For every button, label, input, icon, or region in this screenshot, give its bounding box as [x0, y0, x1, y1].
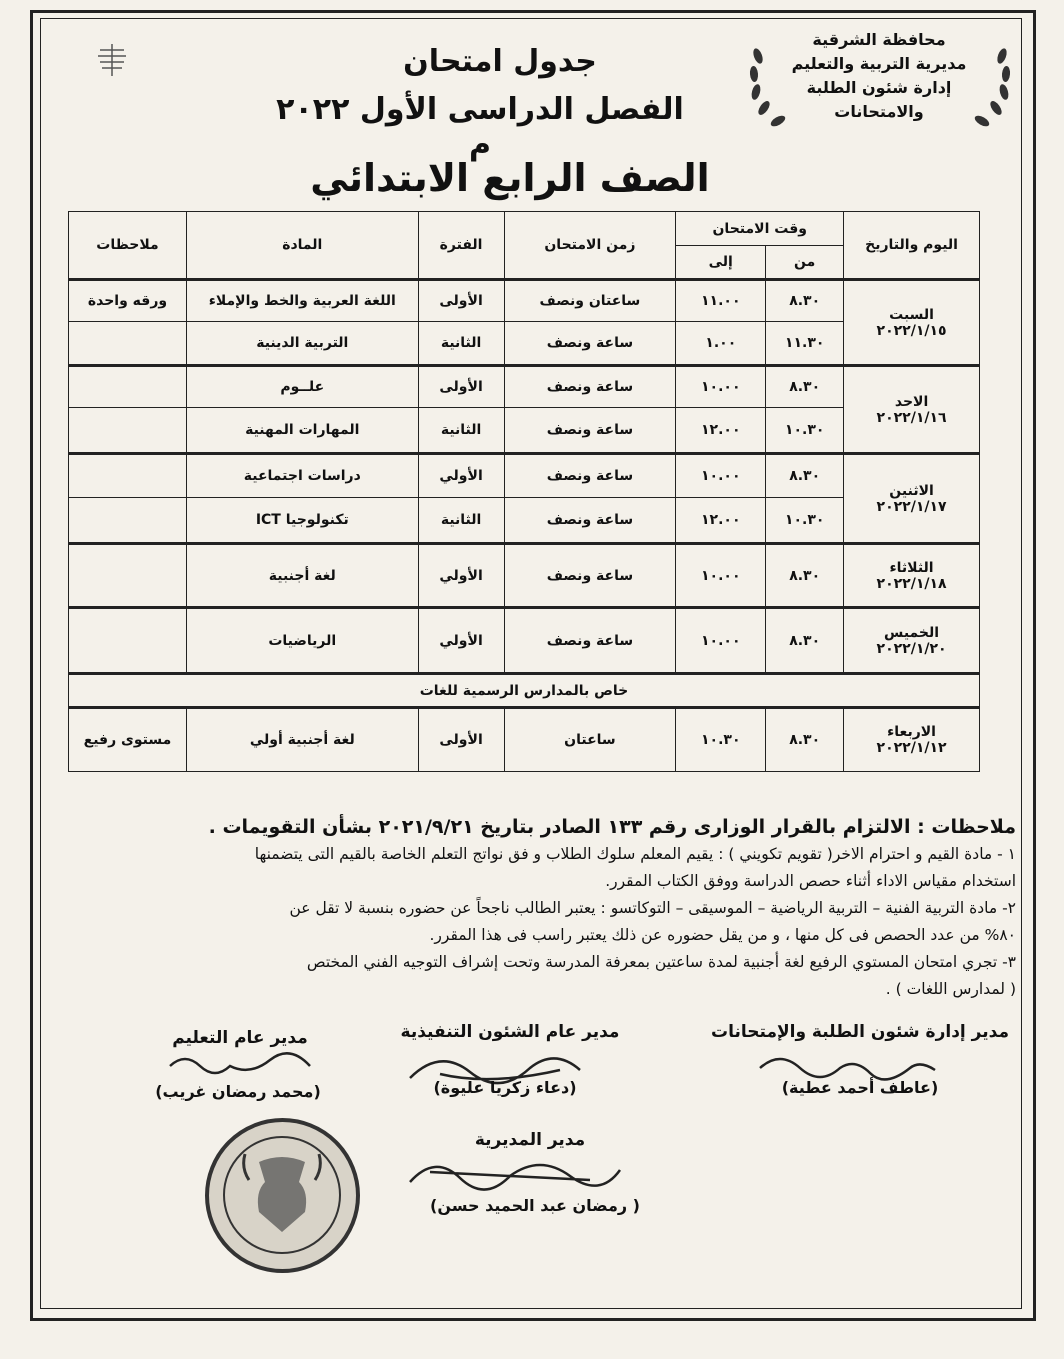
time-to: ١.٠٠	[676, 322, 766, 366]
org-directorate: مديرية التربية والتعليم	[791, 54, 967, 73]
time-from: ٨.٣٠	[766, 280, 844, 322]
note-2-line-2: ٨٠% من عدد الحصص فى كل منها ، و من يقل حضوره عن ذلك يعتبر راسب فى هذا المقرر.	[429, 926, 1016, 944]
time-to: ١٠.٣٠	[676, 708, 766, 772]
table-row	[69, 674, 980, 708]
signature-name-2: (دعاء زكريا عليوة)	[433, 1078, 577, 1097]
header-day: اليوم والتاريخ	[844, 212, 980, 280]
note-3-line-1: ٣- تجري امتحان المستوي الرفيع لغة أجنبية لمدة ساعتين بمعرفة المدرسة وتحت إشراف التوجيه الفني المختص	[306, 953, 1016, 971]
note	[69, 608, 187, 674]
table-row	[69, 498, 980, 544]
doc-semester: الفصل الدراسى الأول ٢٠٢٢ م	[276, 92, 684, 162]
signature-name-3: (محمد رمضان غريب)	[155, 1082, 321, 1101]
period: الأولى	[418, 366, 504, 408]
note-1-line-1: ١ - مادة القيم و احترام الاخر( تقويم تكويني ) : يقيم المعلم سلوك الطلاب و فق نواتج التعلم الخاصة بالقيم التى يتضمنها	[254, 845, 1016, 863]
signature-title-2: مدير عام الشئون التنفيذية	[400, 1022, 620, 1042]
time-from: ٨.٣٠	[766, 544, 844, 608]
duration: ساعة ونصف	[504, 366, 676, 408]
handwritten-signature-1	[750, 1048, 950, 1082]
time-to: ١٠.٠٠	[676, 454, 766, 498]
table-row	[69, 366, 980, 408]
period: الأولي	[418, 454, 504, 498]
time-to: ١١.٠٠	[676, 280, 766, 322]
day-date: ٢٠٢٢/١/٢٠	[876, 640, 947, 657]
day-date: ٢٠٢٢/١/١٢	[876, 740, 947, 756]
time-from: ١٠.٣٠	[766, 408, 844, 454]
period: الثانية	[418, 498, 504, 544]
table-row	[69, 408, 980, 454]
subject: لغة أجنبية أولي	[186, 708, 418, 772]
period: الأولى	[418, 280, 504, 322]
day-date: ٢٠٢٢/١/١٥	[876, 322, 947, 339]
handwritten-signature-3	[160, 1048, 320, 1082]
org-header	[764, 28, 994, 124]
signature-name-1: (عاطف أحمد عطية)	[781, 1078, 939, 1097]
day-cell	[844, 708, 980, 772]
note-2-line-1: ٢- مادة التربية الفنية – التربية الرياضية – الموسيقى – التوكاتسو : يعتبر الطالب ناجحاً عن حضوره بنسبة لا تقل عن	[289, 899, 1016, 917]
time-to: ١٠.٠٠	[676, 544, 766, 608]
table-row	[69, 544, 980, 608]
day-date: ٢٠٢٢/١/١٧	[876, 498, 947, 515]
day-name: السبت	[889, 306, 934, 323]
eagle-emblem-icon	[209, 1122, 356, 1269]
day-name: الاربعاء	[887, 724, 936, 740]
header-time: وقت الامتحان	[676, 212, 844, 246]
subject: لغة أجنبية	[186, 544, 418, 608]
day-name: الاثنين	[889, 482, 934, 499]
signature-title-4: مدير المديرية	[474, 1130, 586, 1150]
time-to: ١٠.٠٠	[676, 366, 766, 408]
day-cell	[844, 366, 980, 454]
time-from: ٨.٣٠	[766, 708, 844, 772]
note: مستوى رفيع	[69, 708, 187, 772]
special-section-header: خاص بالمدارس الرسمية للغات	[69, 674, 980, 708]
signature-name-4: ( رمضان عبد الحميد حسن)	[430, 1196, 640, 1215]
day-name: الخميس	[884, 624, 940, 641]
time-from: ٨.٣٠	[766, 608, 844, 674]
duration: ساعة ونصف	[504, 498, 676, 544]
header-from: من	[766, 246, 844, 280]
note-1-line-2: استخدام مقياس الاداء أثناء حصص الدراسة ووفق الكتاب المقرر.	[605, 872, 1016, 890]
subject: التربية الدينية	[186, 322, 418, 366]
subject: اللغة العربية والخط والإملاء	[186, 280, 418, 322]
time-from: ٨.٣٠	[766, 366, 844, 408]
duration: ساعة ونصف	[504, 322, 676, 366]
header-subject: المادة	[186, 212, 418, 280]
header-duration: زمن الامتحان	[504, 212, 676, 280]
day-cell	[844, 280, 980, 366]
day-date: ٢٠٢٢/١/١٨	[876, 575, 947, 592]
exam-schedule-table	[68, 211, 980, 772]
day-cell	[844, 454, 980, 544]
note	[69, 498, 187, 544]
signature-title-3: مدير عام التعليم	[172, 1028, 308, 1048]
note	[69, 408, 187, 454]
header-notes: ملاحظات	[69, 212, 187, 280]
subject: تكنولوجيا ICT	[186, 498, 418, 544]
emblem-icon	[92, 40, 132, 80]
time-from: ١٠.٣٠	[766, 498, 844, 544]
table-row	[69, 608, 980, 674]
duration: ساعة ونصف	[504, 544, 676, 608]
official-seal-stamp	[205, 1118, 360, 1273]
subject: المهارات المهنية	[186, 408, 418, 454]
time-from: ٨.٣٠	[766, 454, 844, 498]
table-row	[69, 454, 980, 498]
notes-section	[48, 814, 1016, 1003]
note: ورقه واحدة	[69, 280, 187, 322]
subject: الرياضيات	[186, 608, 418, 674]
period: الأولي	[418, 608, 504, 674]
day-cell	[844, 608, 980, 674]
note	[69, 454, 187, 498]
time-from: ١١.٣٠	[766, 322, 844, 366]
org-department: إدارة شئون الطلبة والامتحانات	[806, 78, 952, 121]
time-to: ١٢.٠٠	[676, 498, 766, 544]
note	[69, 366, 187, 408]
subject: دراسات اجتماعية	[186, 454, 418, 498]
time-to: ١٠.٠٠	[676, 608, 766, 674]
header-period: الفترة	[418, 212, 504, 280]
duration: ساعتان ونصف	[504, 280, 676, 322]
period: الأولي	[418, 544, 504, 608]
duration: ساعة ونصف	[504, 608, 676, 674]
duration: ساعة ونصف	[504, 408, 676, 454]
period: الثانية	[418, 322, 504, 366]
note-3-line-2: ( لمدارس اللغات ) .	[885, 980, 1016, 998]
header-to: إلى	[676, 246, 766, 280]
duration: ساعة ونصف	[504, 454, 676, 498]
subject: علــوم	[186, 366, 418, 408]
day-date: ٢٠٢٢/١/١٦	[876, 409, 947, 426]
table-row	[69, 280, 980, 322]
table-row	[69, 708, 980, 772]
notes-title: ملاحظات : الالتزام بالقرار الوزارى رقم ١٣٣ الصادر بتاريخ ٢٠٢١/٩/٢١ بشأن التقويمات .	[208, 816, 1016, 838]
note	[69, 322, 187, 366]
signature-title-1: مدير إدارة شئون الطلبة والإمتحانات	[711, 1022, 1009, 1042]
day-name: الثلاثاء	[889, 559, 934, 576]
period: الأولى	[418, 708, 504, 772]
doc-title: جدول امتحان	[403, 44, 597, 79]
table-row	[69, 322, 980, 366]
day-name: الاحد	[894, 393, 929, 410]
time-to: ١٢.٠٠	[676, 408, 766, 454]
org-governorate: محافظة الشرقية	[812, 30, 946, 49]
handwritten-signature-4	[400, 1152, 640, 1192]
period: الثانية	[418, 408, 504, 454]
day-cell	[844, 544, 980, 608]
note	[69, 544, 187, 608]
duration: ساعتان	[504, 708, 676, 772]
doc-grade: الصف الرابع الابتدائي	[310, 156, 710, 200]
